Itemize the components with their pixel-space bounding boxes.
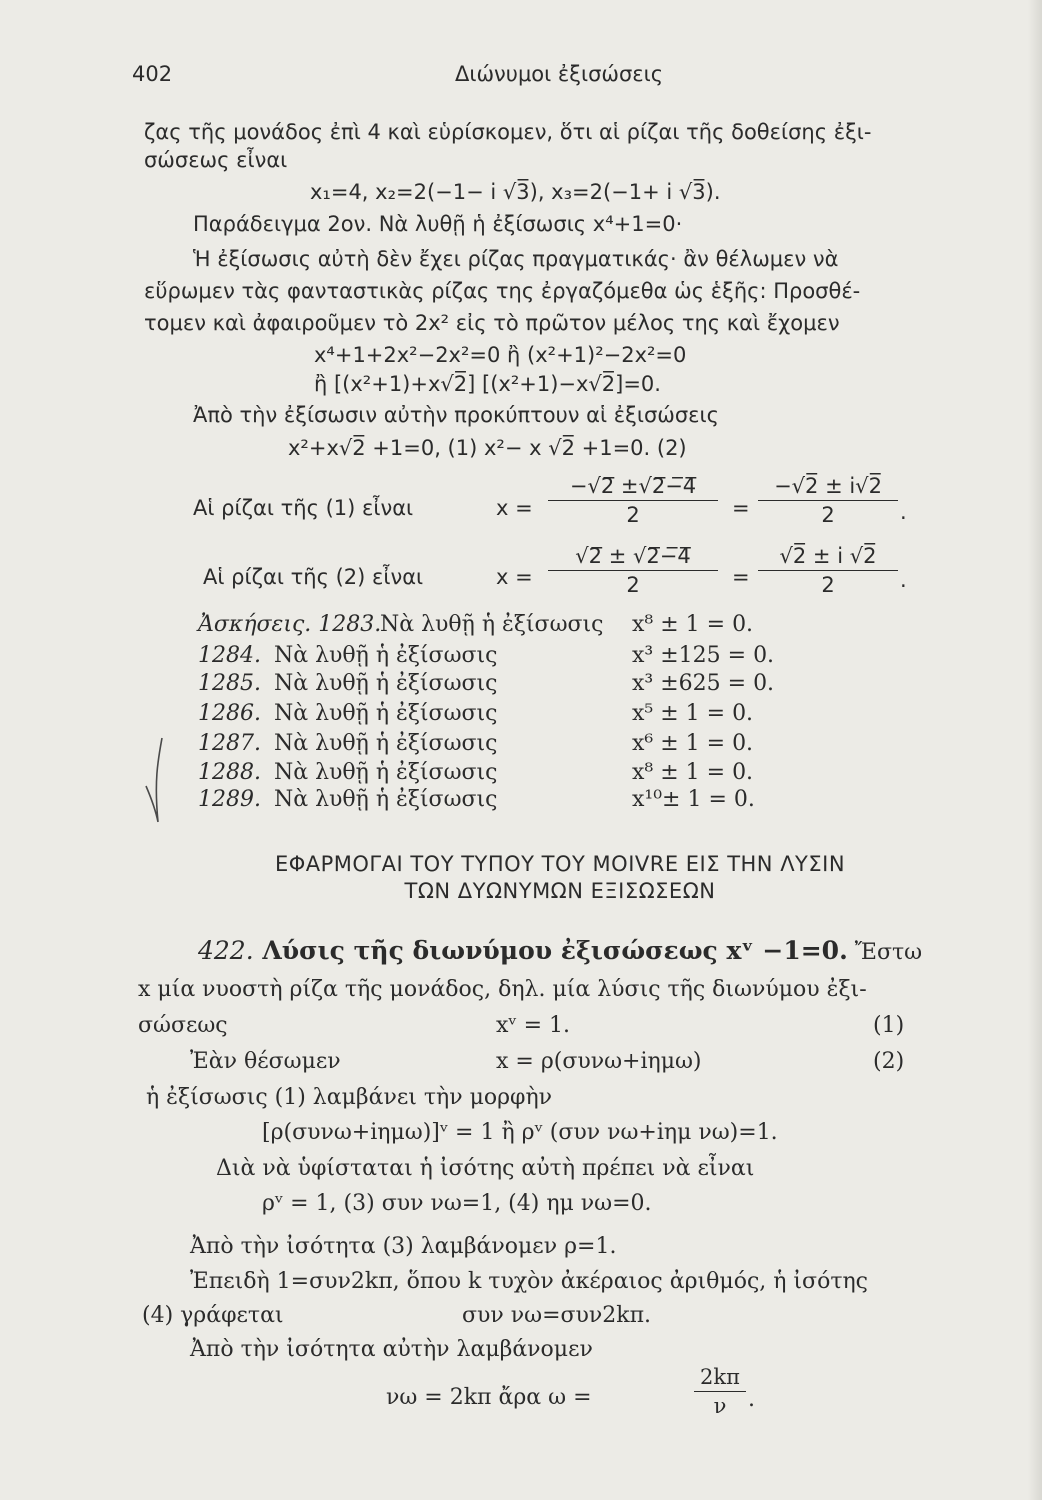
exercise-text: Νὰ λυθῇ ἡ ἐξίσωσις (274, 671, 498, 696)
exercise-text: Νὰ λυθῇ ἡ ἐξίσωσις (274, 731, 498, 756)
handwritten-check-mark (140, 730, 180, 830)
exercise-equation: x⁸ ± 1 = 0. (632, 760, 754, 785)
exercise-label: 1285. (198, 671, 261, 696)
exercise-label: 1287. (198, 731, 261, 756)
period: . (900, 568, 907, 592)
section-number: 422. (198, 936, 254, 965)
exercise-text: Νὰ λυθῇ ἡ ἐξίσωσις (274, 643, 498, 668)
equation-ref: (1) (873, 1013, 905, 1038)
exercise-equation: x³ ±125 = 0. (632, 643, 775, 668)
exercise-equation: x⁵ ± 1 = 0. (632, 701, 754, 726)
text-line: x μία νυοστὴ ρίζα τῆς μονάδος, δηλ. μία λύσις τῆς διωνύμου ἐξι- (138, 977, 867, 1002)
text-line: Ἀπὸ τὴν ἰσότητα (3) λαμβάνομεν ρ=1. (190, 1234, 617, 1259)
text-line: σώσεως εἶναι (144, 148, 288, 172)
page-number: 402 (132, 62, 173, 86)
x-equals: x = (496, 496, 533, 520)
fraction-1a (548, 474, 718, 527)
fraction-bar (694, 1391, 746, 1392)
exercise-label: 1284. (198, 643, 261, 668)
text-line: Ἀπὸ τὴν ἰσότητα αὐτὴν λαμβάνομεν (190, 1337, 593, 1362)
running-title: Διώνυμοι ἐξισώσεις (455, 62, 664, 86)
equation-ref: (2) (873, 1049, 905, 1074)
roots-label-1: Αἱ ρίζαι τῆς (1) εἶναι (193, 496, 414, 520)
section-title-equation: xᵛ −1=0. (726, 936, 848, 965)
x-equals: x = (496, 565, 533, 589)
exercise-label: 1289. (198, 787, 261, 812)
equation: συν νω=συν2kπ. (462, 1303, 652, 1328)
example-heading: Παράδειγμα 2ον. Νὰ λυθῇ ἡ ἐξίσωσις x⁴+1=0· (193, 212, 683, 236)
text-line: Διὰ νὰ ὑφίσταται ἡ ἰσότης αὐτὴ πρέπει νὰ εἶναι (216, 1156, 755, 1181)
text-line: τομεν καὶ ἀφαιροῦμεν τὸ 2x² εἰς τὸ πρῶτον μέλος της καὶ ἔχομεν (144, 311, 840, 335)
fraction-denominator: 2 (626, 503, 640, 527)
text-line: ζας τῆς μονάδος ἐπὶ 4 καὶ εὑρίσκομεν, ὅτι αἱ ρίζαι τῆς δοθείσης ἐξι- (144, 120, 872, 144)
fraction-denominator: ν (713, 1394, 727, 1418)
fraction-bar (548, 570, 718, 571)
fraction-numerator: √2̅ ± √2̅−̅4̅ (575, 544, 691, 568)
fraction-numerator: 2kπ (700, 1365, 740, 1389)
exercise-equation: x¹⁰± 1 = 0. (632, 787, 755, 812)
equation-line: [ρ(συνω+iημω)]ᵛ = 1 ἢ ρᵛ (συν νω+iημ νω)=1. (262, 1120, 778, 1145)
fraction-bar (548, 500, 718, 501)
fraction-denominator: 2 (626, 573, 640, 597)
equation-line: ἢ [(x²+1)+x√2̅] [(x²+1)−x√2̅]=0. (314, 372, 661, 396)
text-line: Ἀπὸ τὴν ἐξίσωσιν αὐτὴν προκύπτουν αἱ ἐξισώσεις (193, 403, 719, 427)
text-line: (4) γράφεται (142, 1303, 284, 1328)
section-heading-line-2: ΤΩΝ ΔΥΩΝΥΜΩΝ ΕΞΙΣΩΣΕΩΝ (404, 879, 716, 903)
section-title-rest: Ἔστω (847, 940, 923, 965)
roots-label-2: Αἱ ρίζαι τῆς (2) εἶναι (203, 565, 424, 589)
fraction-1b (758, 474, 898, 527)
fraction-omega (694, 1365, 746, 1418)
fraction-bar (758, 570, 898, 571)
text-line: Ἐπειδὴ 1=συν2kπ, ὅπου k τυχὸν ἀκέραιος ἀριθμός, ἡ ἰσότης (190, 1269, 868, 1294)
equals-sign: = (732, 496, 750, 520)
fraction-2b (758, 544, 898, 597)
fraction-numerator: √2̅ ± i √2̅ (779, 544, 877, 568)
section-title-text: Λύσις τῆς διωνύμου ἐξισώσεως (253, 936, 727, 965)
exercise-label: 1288. (198, 760, 261, 785)
period: . (748, 1387, 755, 1412)
fraction-denominator: 2 (821, 503, 835, 527)
fraction-numerator: −√2̅ ± i√2̅ (774, 474, 882, 498)
exercise-text: Νὰ λυθῇ ἡ ἐξίσωσις (380, 612, 604, 637)
text-line: ἡ ἐξίσωσις (1) λαμβάνει τὴν μορφὴν (146, 1085, 553, 1110)
period: . (900, 500, 907, 524)
equals-sign: = (732, 565, 750, 589)
exercise-text: Νὰ λυθῇ ἡ ἐξίσωσις (274, 787, 498, 812)
fraction-bar (758, 500, 898, 501)
equation-line: x⁴+1+2x²−2x²=0 ἢ (x²+1)²−2x²=0 (314, 343, 687, 367)
exercise-text: Νὰ λυθῇ ἡ ἐξίσωσις (274, 760, 498, 785)
exercise-equation: x⁸ ± 1 = 0. (632, 612, 754, 637)
fraction-2a (548, 544, 718, 597)
equation: x = ρ(συνω+iημω) (496, 1049, 702, 1074)
page-edge-shadow (1028, 0, 1042, 1500)
fraction-numerator: −√2̅ ±√2̅−̅4̅ (569, 474, 697, 498)
exercise-label: 1286. (198, 701, 261, 726)
text-line: Ἡ ἐξίσωσις αὐτὴ δὲν ἔχει ρίζας πραγματικάς· ἂν θέλωμεν νὰ (193, 247, 839, 271)
exercise-label: Ἀσκήσεις. 1283. (198, 612, 382, 637)
roots-line: x₁=4, x₂=2(−1− i √3̅), x₃=2(−1+ i √3̅). (310, 180, 721, 204)
section-heading-line-1: ΕΦΑΡΜΟΓΑΙ ΤΟΥ ΤΥΠΟΥ ΤΟΥ MOIVRE ΕΙΣ ΤΗΝ ΛΥΣΙΝ (274, 852, 846, 876)
section-title (198, 936, 922, 966)
exercise-text: Νὰ λυθῇ ἡ ἐξίσωσις (274, 701, 498, 726)
exercise-equation: x³ ±625 = 0. (632, 671, 775, 696)
equation: xᵛ = 1. (496, 1013, 571, 1038)
equation-line: νω = 2kπ ἄρα ω = (386, 1385, 592, 1410)
equation-line: ρᵛ = 1, (3) συν νω=1, (4) ημ νω=0. (262, 1191, 652, 1216)
exercise-equation: x⁶ ± 1 = 0. (632, 731, 754, 756)
text-line: Ἐὰν θέσωμεν (190, 1049, 341, 1074)
text-line: σώσεως (138, 1013, 228, 1038)
fraction-denominator: 2 (821, 573, 835, 597)
equation-line: x²+x√2̅ +1=0, (1) x²− x √2̅ +1=0. (2) (288, 436, 687, 460)
text-line: εὕρωμεν τὰς φανταστικὰς ρίζας της ἐργαζόμεθα ὡς ἑξῆς: Προσθέ- (144, 279, 861, 303)
